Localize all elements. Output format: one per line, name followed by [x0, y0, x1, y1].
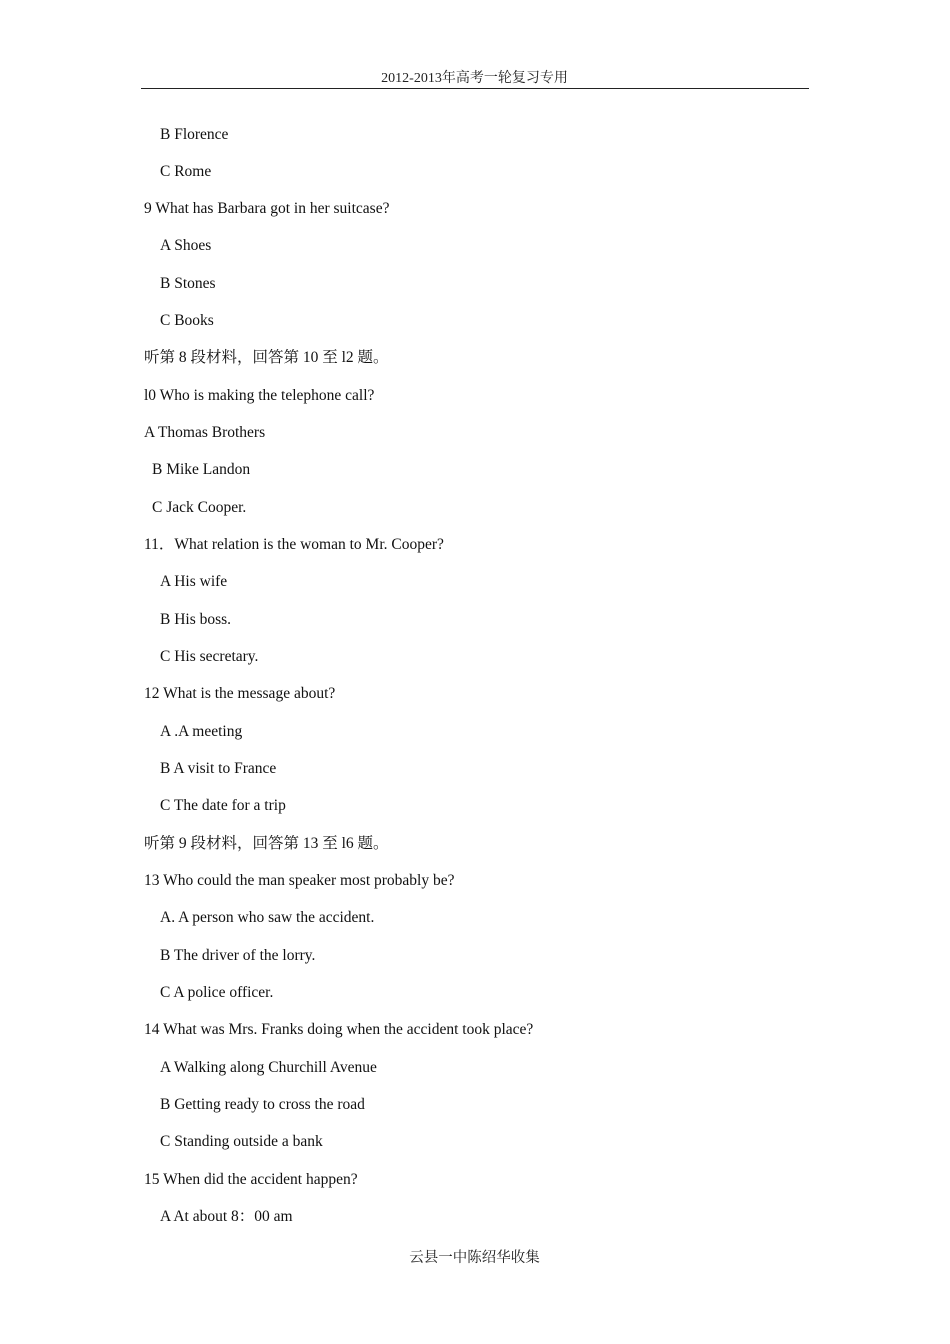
header-rule	[141, 88, 809, 89]
option-line: A Thomas Brothers	[144, 424, 266, 441]
option-line: B Mike Landon	[152, 461, 251, 478]
option-line: C The date for a trip	[160, 797, 286, 814]
option-line: A Shoes	[160, 237, 212, 254]
option-line: C Standing outside a bank	[160, 1133, 323, 1150]
option-line: C Books	[160, 312, 214, 329]
option-line: C Rome	[160, 163, 212, 180]
option-line: B Stones	[160, 275, 216, 292]
option-line: B His boss.	[160, 611, 232, 628]
option-line: A At about 8：00 am	[160, 1208, 293, 1225]
question-line: 15 When did the accident happen?	[144, 1171, 358, 1188]
page-header: 2012-2013年高考一轮复习专用	[381, 71, 568, 86]
option-line: A Walking along Churchill Avenue	[160, 1059, 377, 1076]
question-line: 14 What was Mrs. Franks doing when the accident took place?	[144, 1021, 534, 1038]
question-line: 11．What relation is the woman to Mr. Cooper?	[144, 536, 444, 553]
page-footer: 云县一中陈绍华收集	[409, 1250, 540, 1266]
option-line: A. A person who saw the accident.	[160, 909, 375, 926]
option-line: A His wife	[160, 573, 228, 590]
option-line: C A police officer.	[160, 984, 274, 1001]
option-line: B The driver of the lorry.	[160, 947, 316, 964]
section-instruction: 听第 9 段材料，回答第 13 至 l6 题。	[144, 835, 389, 852]
question-line: 9 What has Barbara got in her suitcase?	[144, 200, 390, 217]
option-line: C His secretary.	[160, 648, 259, 665]
option-line: B A visit to France	[160, 760, 277, 777]
option-line: A .A meeting	[160, 723, 243, 740]
section-instruction: 听第 8 段材料，回答第 10 至 l2 题。	[144, 349, 389, 366]
question-line: 12 What is the message about?	[144, 685, 336, 702]
question-line: l0 Who is making the telephone call?	[144, 387, 375, 404]
option-line: B Florence	[160, 126, 229, 143]
question-line: 13 Who could the man speaker most probably be?	[144, 872, 455, 889]
option-line: C Jack Cooper.	[152, 499, 247, 516]
option-line: B Getting ready to cross the road	[160, 1096, 365, 1113]
